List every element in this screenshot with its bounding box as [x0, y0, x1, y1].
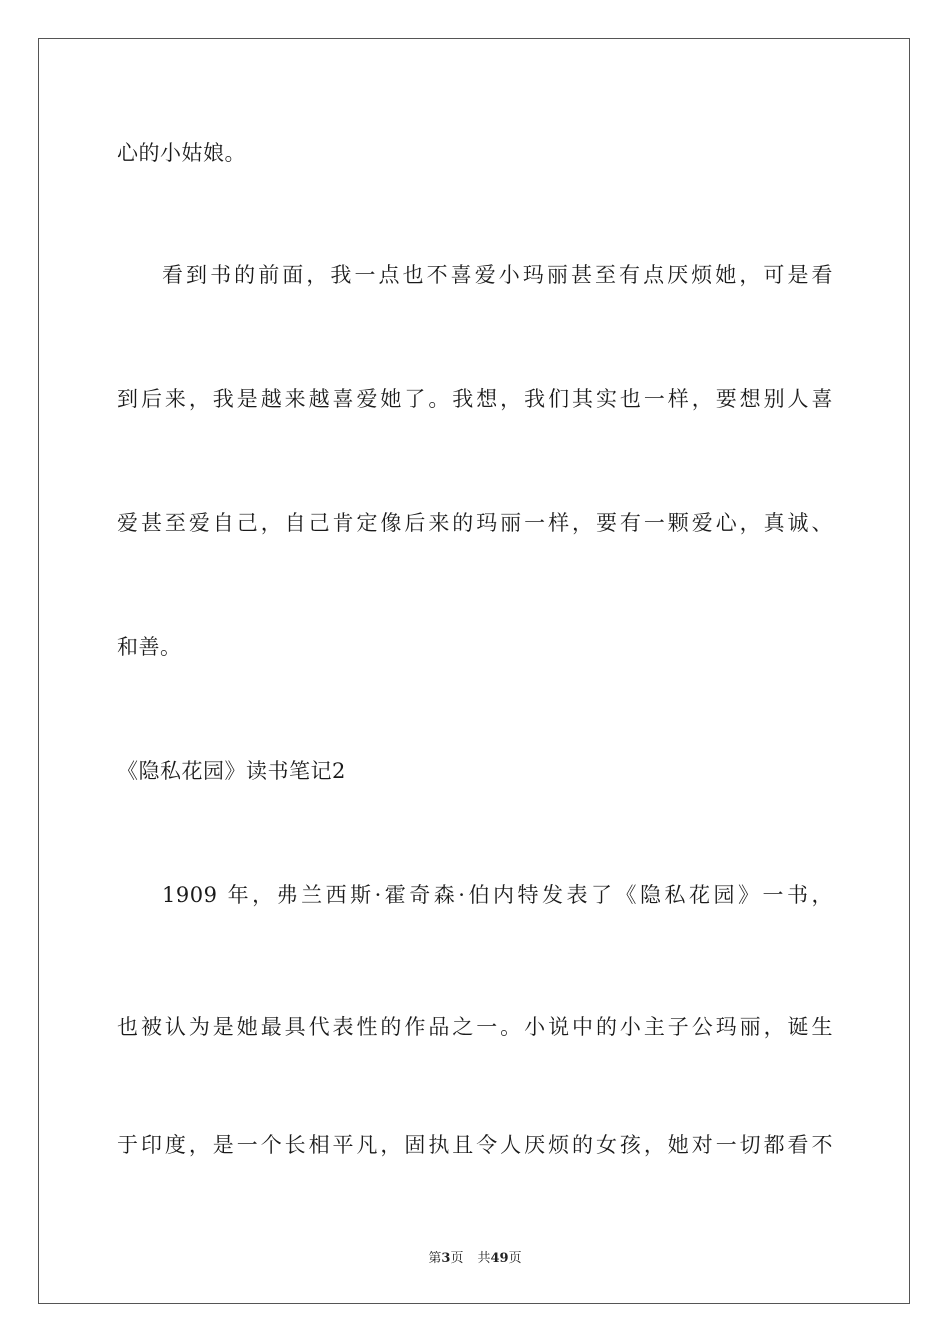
text-line-8: 也被认为是她最具代表性的作品之一。小说中的小主子公玛丽，诞生	[117, 1015, 833, 1039]
footer-total-suffix: 页	[508, 1251, 522, 1266]
footer-page-current: 3	[441, 1251, 451, 1266]
page-footer	[0, 1247, 950, 1266]
text-line-7: 1909 年，弗兰西斯·霍奇森·伯内特发表了《隐私花园》一书，	[162, 883, 833, 907]
text-line-9: 于印度，是一个长相平凡，固执且令人厌烦的女孩，她对一切都看不	[117, 1133, 833, 1157]
text-line-5: 和善。	[117, 635, 182, 659]
text-line-4: 爱甚至爱自己，自己肯定像后来的玛丽一样，要有一颗爱心，真诚、	[117, 511, 833, 535]
text-line-1: 心的小姑娘。	[117, 141, 246, 165]
text-line-3: 到后来，我是越来越喜爱她了。我想，我们其实也一样，要想别人喜	[117, 387, 833, 411]
footer-total-prefix: 共	[477, 1251, 491, 1266]
footer-page-total: 49	[490, 1251, 509, 1266]
footer-page-prefix: 第	[428, 1251, 442, 1266]
text-line-2: 看到书的前面，我一点也不喜爱小玛丽甚至有点厌烦她，可是看	[162, 263, 833, 287]
page-frame	[38, 38, 910, 1304]
section-heading: 《隐私花园》读书笔记2	[117, 759, 346, 783]
footer-page-suffix: 页	[450, 1251, 464, 1266]
